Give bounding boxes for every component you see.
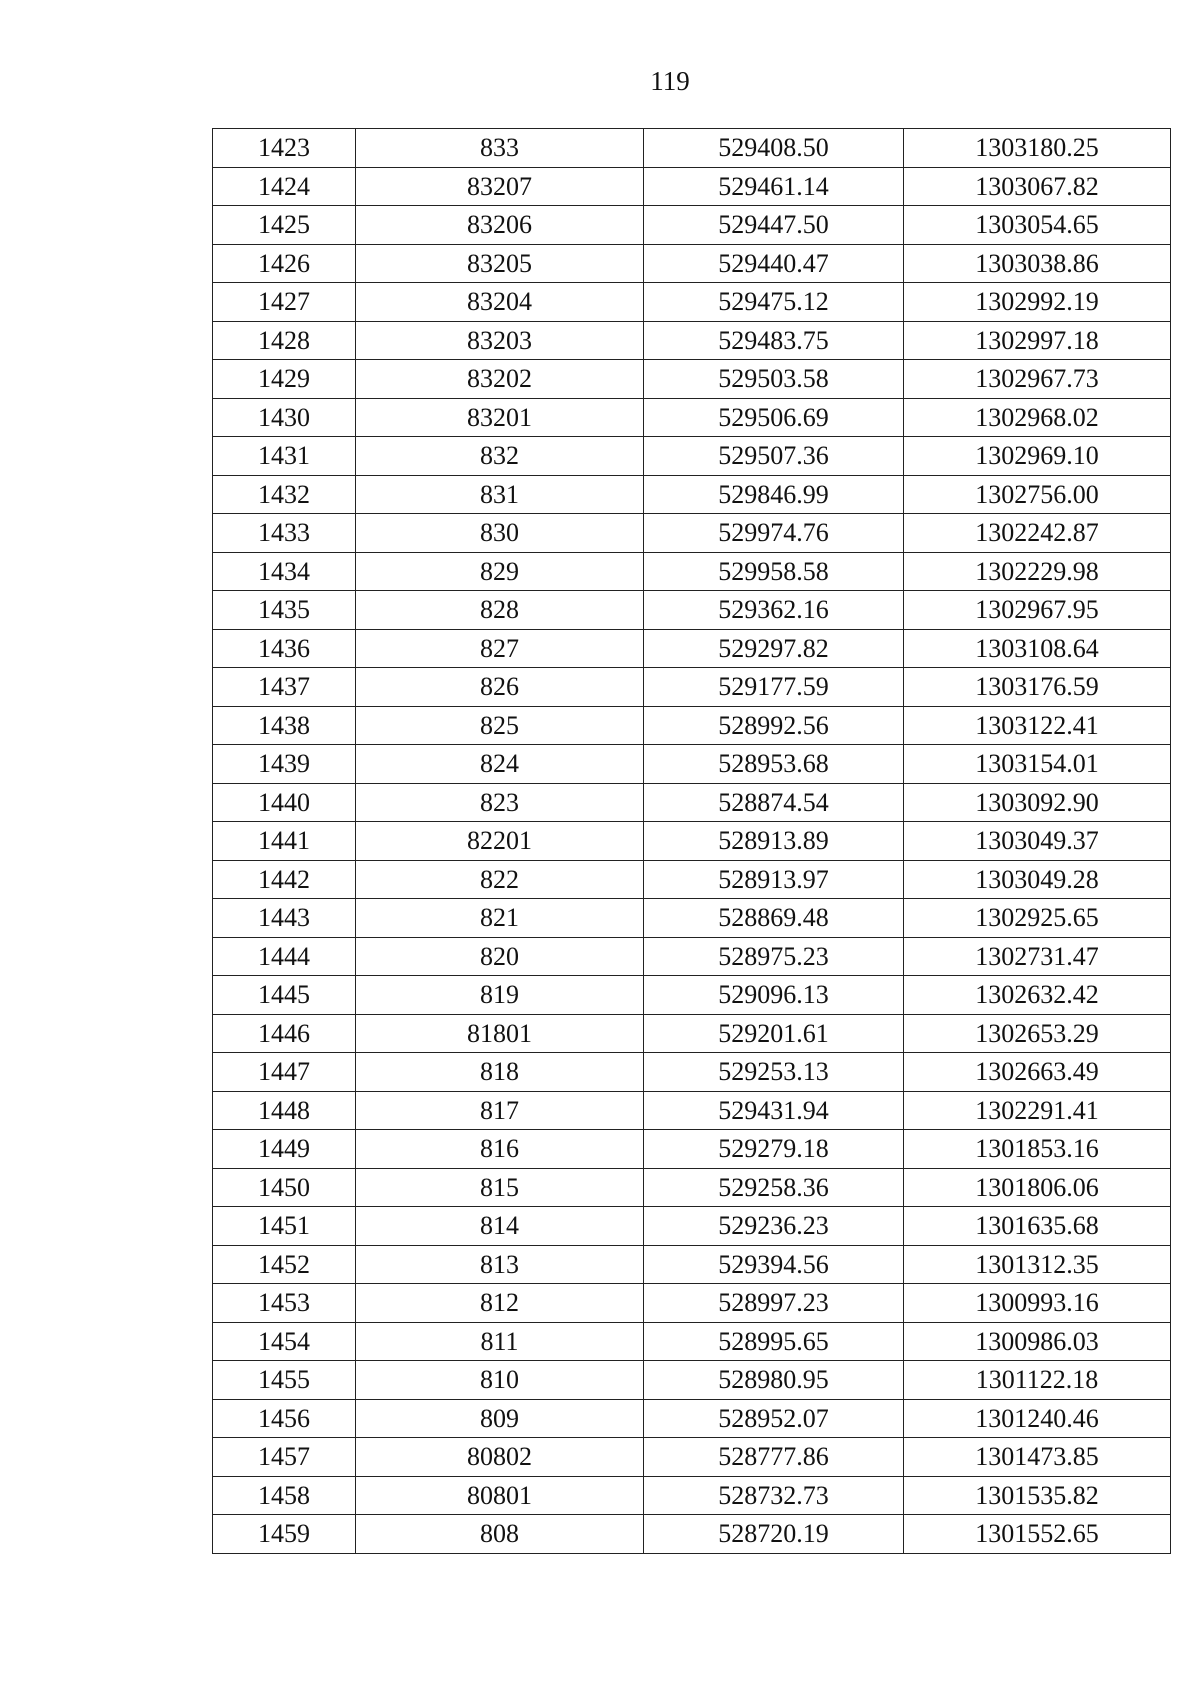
table-row bbox=[213, 1053, 1171, 1092]
x-coordinate-cell: 529362.16 bbox=[644, 591, 904, 630]
point-number-cell: 1429 bbox=[213, 360, 356, 399]
code-cell: 832 bbox=[356, 437, 644, 476]
table-row bbox=[213, 1438, 1171, 1477]
y-coordinate-cell: 1301535.82 bbox=[904, 1476, 1171, 1515]
table-row bbox=[213, 783, 1171, 822]
code-cell: 83203 bbox=[356, 321, 644, 360]
x-coordinate-cell: 528777.86 bbox=[644, 1438, 904, 1477]
code-cell: 813 bbox=[356, 1245, 644, 1284]
code-cell: 809 bbox=[356, 1399, 644, 1438]
code-cell: 811 bbox=[356, 1322, 644, 1361]
y-coordinate-cell: 1303049.37 bbox=[904, 822, 1171, 861]
code-cell: 83207 bbox=[356, 167, 644, 206]
code-cell: 827 bbox=[356, 629, 644, 668]
code-cell: 830 bbox=[356, 514, 644, 553]
x-coordinate-cell: 528992.56 bbox=[644, 706, 904, 745]
table-row bbox=[213, 860, 1171, 899]
point-number-cell: 1437 bbox=[213, 668, 356, 707]
y-coordinate-cell: 1302997.18 bbox=[904, 321, 1171, 360]
y-coordinate-cell: 1303122.41 bbox=[904, 706, 1171, 745]
point-number-cell: 1453 bbox=[213, 1284, 356, 1323]
table-row bbox=[213, 1515, 1171, 1554]
point-number-cell: 1438 bbox=[213, 706, 356, 745]
x-coordinate-cell: 529177.59 bbox=[644, 668, 904, 707]
code-cell: 818 bbox=[356, 1053, 644, 1092]
table-row bbox=[213, 745, 1171, 784]
point-number-cell: 1433 bbox=[213, 514, 356, 553]
x-coordinate-cell: 529506.69 bbox=[644, 398, 904, 437]
code-cell: 83202 bbox=[356, 360, 644, 399]
point-number-cell: 1445 bbox=[213, 976, 356, 1015]
y-coordinate-cell: 1303176.59 bbox=[904, 668, 1171, 707]
table-row bbox=[213, 1130, 1171, 1169]
y-coordinate-cell: 1301122.18 bbox=[904, 1361, 1171, 1400]
y-coordinate-cell: 1302229.98 bbox=[904, 552, 1171, 591]
table-row bbox=[213, 206, 1171, 245]
table-row bbox=[213, 167, 1171, 206]
table-row bbox=[213, 629, 1171, 668]
point-number-cell: 1440 bbox=[213, 783, 356, 822]
code-cell: 820 bbox=[356, 937, 644, 976]
y-coordinate-cell: 1303154.01 bbox=[904, 745, 1171, 784]
point-number-cell: 1443 bbox=[213, 899, 356, 938]
code-cell: 81801 bbox=[356, 1014, 644, 1053]
y-coordinate-cell: 1301806.06 bbox=[904, 1168, 1171, 1207]
code-cell: 833 bbox=[356, 129, 644, 168]
table-row bbox=[213, 514, 1171, 553]
x-coordinate-cell: 529258.36 bbox=[644, 1168, 904, 1207]
table-row bbox=[213, 129, 1171, 168]
table-row bbox=[213, 899, 1171, 938]
y-coordinate-cell: 1302663.49 bbox=[904, 1053, 1171, 1092]
x-coordinate-cell: 528952.07 bbox=[644, 1399, 904, 1438]
code-cell: 823 bbox=[356, 783, 644, 822]
x-coordinate-cell: 529096.13 bbox=[644, 976, 904, 1015]
code-cell: 808 bbox=[356, 1515, 644, 1554]
x-coordinate-cell: 528980.95 bbox=[644, 1361, 904, 1400]
y-coordinate-cell: 1303049.28 bbox=[904, 860, 1171, 899]
code-cell: 825 bbox=[356, 706, 644, 745]
x-coordinate-cell: 528913.89 bbox=[644, 822, 904, 861]
x-coordinate-cell: 529297.82 bbox=[644, 629, 904, 668]
point-number-cell: 1432 bbox=[213, 475, 356, 514]
point-number-cell: 1441 bbox=[213, 822, 356, 861]
table-row bbox=[213, 475, 1171, 514]
y-coordinate-cell: 1301473.85 bbox=[904, 1438, 1171, 1477]
table-row bbox=[213, 1476, 1171, 1515]
y-coordinate-cell: 1302653.29 bbox=[904, 1014, 1171, 1053]
code-cell: 83204 bbox=[356, 283, 644, 322]
y-coordinate-cell: 1302632.42 bbox=[904, 976, 1171, 1015]
point-number-cell: 1447 bbox=[213, 1053, 356, 1092]
y-coordinate-cell: 1301240.46 bbox=[904, 1399, 1171, 1438]
code-cell: 831 bbox=[356, 475, 644, 514]
code-cell: 80801 bbox=[356, 1476, 644, 1515]
table-row bbox=[213, 437, 1171, 476]
y-coordinate-cell: 1303067.82 bbox=[904, 167, 1171, 206]
x-coordinate-cell: 528732.73 bbox=[644, 1476, 904, 1515]
code-cell: 826 bbox=[356, 668, 644, 707]
y-coordinate-cell: 1301552.65 bbox=[904, 1515, 1171, 1554]
table-row bbox=[213, 1207, 1171, 1246]
table-row bbox=[213, 1322, 1171, 1361]
y-coordinate-cell: 1302731.47 bbox=[904, 937, 1171, 976]
x-coordinate-cell: 529408.50 bbox=[644, 129, 904, 168]
y-coordinate-cell: 1300986.03 bbox=[904, 1322, 1171, 1361]
x-coordinate-cell: 529503.58 bbox=[644, 360, 904, 399]
code-cell: 817 bbox=[356, 1091, 644, 1130]
table-row bbox=[213, 1284, 1171, 1323]
table-row bbox=[213, 1361, 1171, 1400]
x-coordinate-cell: 529253.13 bbox=[644, 1053, 904, 1092]
x-coordinate-cell: 529236.23 bbox=[644, 1207, 904, 1246]
point-number-cell: 1425 bbox=[213, 206, 356, 245]
x-coordinate-cell: 528720.19 bbox=[644, 1515, 904, 1554]
x-coordinate-cell: 529475.12 bbox=[644, 283, 904, 322]
table-row bbox=[213, 244, 1171, 283]
code-cell: 815 bbox=[356, 1168, 644, 1207]
code-cell: 83205 bbox=[356, 244, 644, 283]
code-cell: 810 bbox=[356, 1361, 644, 1400]
point-number-cell: 1428 bbox=[213, 321, 356, 360]
x-coordinate-cell: 528874.54 bbox=[644, 783, 904, 822]
point-number-cell: 1423 bbox=[213, 129, 356, 168]
y-coordinate-cell: 1302967.73 bbox=[904, 360, 1171, 399]
x-coordinate-cell: 529846.99 bbox=[644, 475, 904, 514]
point-number-cell: 1439 bbox=[213, 745, 356, 784]
x-coordinate-cell: 528975.23 bbox=[644, 937, 904, 976]
x-coordinate-cell: 529431.94 bbox=[644, 1091, 904, 1130]
y-coordinate-cell: 1303092.90 bbox=[904, 783, 1171, 822]
x-coordinate-cell: 529507.36 bbox=[644, 437, 904, 476]
point-number-cell: 1452 bbox=[213, 1245, 356, 1284]
table-row bbox=[213, 937, 1171, 976]
x-coordinate-cell: 529958.58 bbox=[644, 552, 904, 591]
code-cell: 819 bbox=[356, 976, 644, 1015]
code-cell: 829 bbox=[356, 552, 644, 591]
table-body bbox=[213, 129, 1171, 1554]
table-row bbox=[213, 668, 1171, 707]
x-coordinate-cell: 528953.68 bbox=[644, 745, 904, 784]
code-cell: 821 bbox=[356, 899, 644, 938]
code-cell: 822 bbox=[356, 860, 644, 899]
page-number: 119 bbox=[650, 66, 690, 96]
code-cell: 83206 bbox=[356, 206, 644, 245]
point-number-cell: 1449 bbox=[213, 1130, 356, 1169]
table-row bbox=[213, 976, 1171, 1015]
y-coordinate-cell: 1302291.41 bbox=[904, 1091, 1171, 1130]
y-coordinate-cell: 1302967.95 bbox=[904, 591, 1171, 630]
point-number-cell: 1442 bbox=[213, 860, 356, 899]
x-coordinate-cell: 529483.75 bbox=[644, 321, 904, 360]
coordinates-table bbox=[212, 128, 1171, 1554]
y-coordinate-cell: 1303038.86 bbox=[904, 244, 1171, 283]
code-cell: 828 bbox=[356, 591, 644, 630]
point-number-cell: 1448 bbox=[213, 1091, 356, 1130]
table-row bbox=[213, 591, 1171, 630]
x-coordinate-cell: 529974.76 bbox=[644, 514, 904, 553]
y-coordinate-cell: 1302992.19 bbox=[904, 283, 1171, 322]
point-number-cell: 1459 bbox=[213, 1515, 356, 1554]
point-number-cell: 1455 bbox=[213, 1361, 356, 1400]
table-row bbox=[213, 283, 1171, 322]
point-number-cell: 1456 bbox=[213, 1399, 356, 1438]
x-coordinate-cell: 528995.65 bbox=[644, 1322, 904, 1361]
y-coordinate-cell: 1302925.65 bbox=[904, 899, 1171, 938]
point-number-cell: 1454 bbox=[213, 1322, 356, 1361]
table-row bbox=[213, 552, 1171, 591]
code-cell: 824 bbox=[356, 745, 644, 784]
y-coordinate-cell: 1300993.16 bbox=[904, 1284, 1171, 1323]
table-row bbox=[213, 706, 1171, 745]
table-row bbox=[213, 1168, 1171, 1207]
y-coordinate-cell: 1303108.64 bbox=[904, 629, 1171, 668]
point-number-cell: 1436 bbox=[213, 629, 356, 668]
table-row bbox=[213, 1014, 1171, 1053]
point-number-cell: 1457 bbox=[213, 1438, 356, 1477]
y-coordinate-cell: 1303054.65 bbox=[904, 206, 1171, 245]
point-number-cell: 1430 bbox=[213, 398, 356, 437]
table-row bbox=[213, 1399, 1171, 1438]
point-number-cell: 1431 bbox=[213, 437, 356, 476]
x-coordinate-cell: 529440.47 bbox=[644, 244, 904, 283]
table-row bbox=[213, 360, 1171, 399]
table-row bbox=[213, 1091, 1171, 1130]
x-coordinate-cell: 529394.56 bbox=[644, 1245, 904, 1284]
point-number-cell: 1458 bbox=[213, 1476, 356, 1515]
x-coordinate-cell: 528869.48 bbox=[644, 899, 904, 938]
table-row bbox=[213, 321, 1171, 360]
code-cell: 83201 bbox=[356, 398, 644, 437]
y-coordinate-cell: 1301635.68 bbox=[904, 1207, 1171, 1246]
table-row bbox=[213, 1245, 1171, 1284]
code-cell: 814 bbox=[356, 1207, 644, 1246]
point-number-cell: 1434 bbox=[213, 552, 356, 591]
x-coordinate-cell: 529279.18 bbox=[644, 1130, 904, 1169]
table-row bbox=[213, 398, 1171, 437]
x-coordinate-cell: 529201.61 bbox=[644, 1014, 904, 1053]
code-cell: 82201 bbox=[356, 822, 644, 861]
y-coordinate-cell: 1302242.87 bbox=[904, 514, 1171, 553]
y-coordinate-cell: 1302968.02 bbox=[904, 398, 1171, 437]
point-number-cell: 1450 bbox=[213, 1168, 356, 1207]
y-coordinate-cell: 1302969.10 bbox=[904, 437, 1171, 476]
code-cell: 812 bbox=[356, 1284, 644, 1323]
y-coordinate-cell: 1303180.25 bbox=[904, 129, 1171, 168]
point-number-cell: 1446 bbox=[213, 1014, 356, 1053]
point-number-cell: 1424 bbox=[213, 167, 356, 206]
table-row bbox=[213, 822, 1171, 861]
code-cell: 816 bbox=[356, 1130, 644, 1169]
x-coordinate-cell: 529461.14 bbox=[644, 167, 904, 206]
x-coordinate-cell: 528997.23 bbox=[644, 1284, 904, 1323]
point-number-cell: 1435 bbox=[213, 591, 356, 630]
code-cell: 80802 bbox=[356, 1438, 644, 1477]
point-number-cell: 1427 bbox=[213, 283, 356, 322]
x-coordinate-cell: 529447.50 bbox=[644, 206, 904, 245]
y-coordinate-cell: 1301853.16 bbox=[904, 1130, 1171, 1169]
point-number-cell: 1444 bbox=[213, 937, 356, 976]
y-coordinate-cell: 1302756.00 bbox=[904, 475, 1171, 514]
y-coordinate-cell: 1301312.35 bbox=[904, 1245, 1171, 1284]
point-number-cell: 1426 bbox=[213, 244, 356, 283]
x-coordinate-cell: 528913.97 bbox=[644, 860, 904, 899]
point-number-cell: 1451 bbox=[213, 1207, 356, 1246]
